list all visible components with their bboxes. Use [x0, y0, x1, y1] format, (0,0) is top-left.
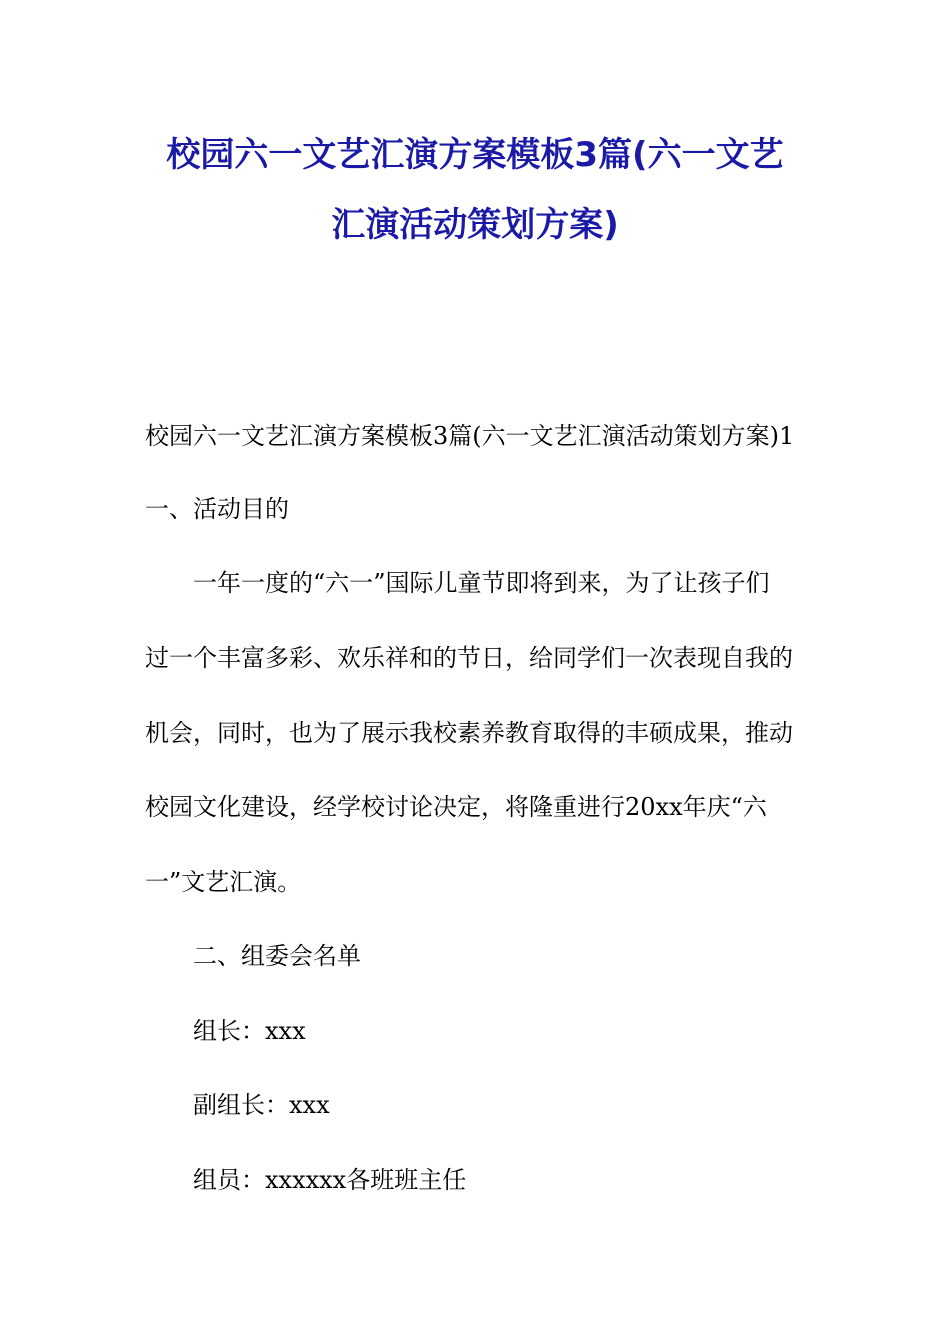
paragraph-1-line-3: 机会，同时，也为了展示我校素养教育取得的丰硕成果，推动: [145, 719, 793, 747]
section-1-title: 一、活动目的: [145, 495, 289, 523]
paragraph-1-line-4: 校园文化建设，经学校讨论决定，将隆重进行20xx年庆“六: [145, 793, 767, 821]
paragraph-1-line-2: 过一个丰富多彩、欢乐祥和的节日，给同学们一次表现自我的: [145, 644, 793, 672]
members-line: 组员：xxxxxx各班班主任: [193, 1166, 467, 1194]
paragraph-1-line-1: 一年一度的“六一”国际儿童节即将到来，为了让孩子们: [193, 569, 770, 597]
document-heading: 校园六一文艺汇演方案模板3篇(六一文艺汇演活动策划方案)1: [145, 422, 795, 450]
leader-line: 组长：xxx: [193, 1017, 306, 1045]
section-2-title: 二、组委会名单: [193, 942, 361, 970]
paragraph-1-line-5: 一”文艺汇演。: [145, 868, 302, 896]
document-title-line-2: 汇演活动策划方案): [331, 205, 619, 245]
vice-leader-line: 副组长：xxx: [193, 1091, 330, 1119]
document-title-line-1: 校园六一文艺汇演方案模板3篇(六一文艺: [166, 135, 784, 175]
